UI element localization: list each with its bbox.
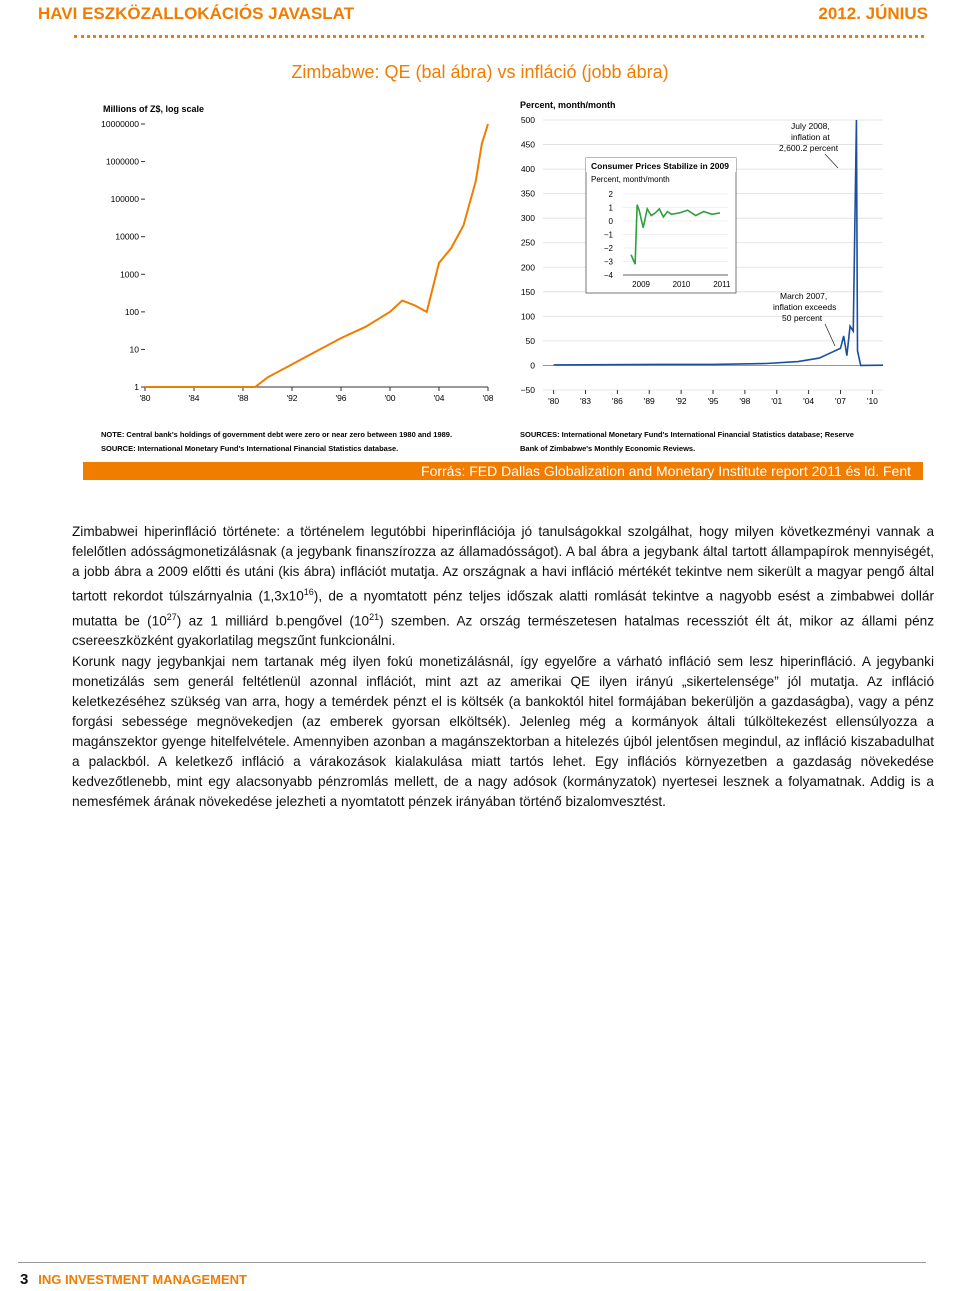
inset-y-tick-label: 0: [608, 217, 613, 226]
right-x-tick-label: '86: [611, 396, 623, 406]
left-x-tick-label: '00: [384, 393, 396, 403]
annotation-july-2008-line3: 2,600.2 percent: [779, 143, 839, 153]
paragraph-1-text-a: Zimbabwei hiperinfláció története: a történelem legutóbbi hiperinflációja jó tanulságokkal szolgálhat, hogy milyen következményi vannak a felelőtlen adósságmonetizálásnak (a jegybank finanszírozza az államadósságot). A bal ábra a jegybank által tartott állampapírok mennyiségét, a jobb ábra a 2009 előtti és utáni (kis ábra) inflációt mutatja. Az országnak a havi infláció mértékét tekintve nem sikerült a magyar pengő által tartott rekordot túlszárnyalnia (1,3x10: [72, 524, 934, 604]
paragraph-1-text-b: ), de a nyomtatott pénz teljes időszak alatti romlását tekintve a nagyobb esést a zimbabwei dollár mutatta be (10: [72, 588, 934, 629]
left-y-tick-label: 10000: [115, 231, 139, 242]
footer-rule: [18, 1262, 926, 1263]
right-y-tick-label: 350: [520, 188, 535, 199]
left-y-tick-label: 1000000: [105, 156, 139, 167]
inset-y-tick-label: −2: [603, 244, 613, 253]
exponent-21: 21: [369, 611, 380, 622]
left-x-tick-label: '08: [482, 393, 494, 403]
left-y-tick-label: 1: [134, 382, 139, 392]
header-dotted-rule: [74, 30, 924, 38]
inset-x-tick-label: 2010: [672, 280, 691, 289]
right-y-tick-label: 450: [520, 139, 535, 150]
right-x-tick-label: '98: [739, 396, 751, 406]
left-y-tick-label: 10: [129, 344, 139, 355]
inset-y-tick-label: −3: [603, 257, 613, 267]
page-footer: [20, 1271, 247, 1288]
inset-y-tick-label: −4: [603, 271, 613, 280]
right-y-tick-label: 250: [520, 237, 535, 248]
inset-x-tick-label: 2011: [713, 280, 731, 289]
figure-title: Zimbabwe: QE (bal ábra) vs infláció (jobb ábra): [291, 62, 669, 82]
right-x-tick-label: '92: [675, 396, 687, 406]
paragraph-1-text-c: ) az 1 milliárd b.pengővel (10: [176, 613, 370, 629]
page-number: 3: [20, 1271, 29, 1288]
document-header-date: 2012. JÚNIUS: [818, 4, 928, 23]
right-y-tick-label: 0: [530, 360, 535, 371]
right-y-tick-label: 200: [520, 262, 535, 273]
right-x-tick-label: '95: [707, 396, 719, 406]
left-y-tick-label: 100000: [110, 194, 139, 205]
left-chart-ylabel: Millions of Z$, log scale: [103, 104, 205, 114]
right-x-tick-label: '10: [866, 396, 878, 406]
document-header-title: HAVI ESZKÖZALLOKÁCIÓS JAVASLAT: [38, 4, 355, 23]
inset-x-tick-label: 2009: [632, 280, 650, 289]
exponent-27: 27: [166, 611, 177, 622]
right-chart-ylabel: Percent, month/month: [520, 100, 616, 110]
footer-brand: ING INVESTMENT MANAGEMENT: [38, 1272, 247, 1287]
inset-y-tick-label: −1: [603, 230, 613, 240]
annotation-march-2007-line1: March 2007,: [780, 291, 828, 301]
right-y-tick-label: 50: [525, 335, 535, 346]
left-y-tick-label: 1000: [120, 269, 139, 280]
annotation-top-leader: [825, 154, 838, 168]
figure-panel: [83, 94, 923, 480]
right-x-tick-label: '07: [834, 396, 847, 406]
annotation-bottom-leader: [825, 324, 835, 346]
left-x-tick-label: '88: [237, 393, 249, 403]
right-x-tick-label: '04: [803, 396, 815, 406]
figure-svg: [83, 94, 923, 462]
right-y-tick-label: 300: [520, 213, 535, 224]
inset-ylabel: Percent, month/month: [591, 175, 670, 184]
inset-y-tick-label: 1: [608, 203, 613, 213]
inset-y-tick-label: 2: [608, 190, 613, 199]
left-x-tick-label: '80: [139, 393, 151, 403]
left-y-tick-label: 10000000: [101, 119, 139, 129]
left-x-tick-label: '04: [433, 393, 445, 403]
annotation-july-2008-line2: inflation at: [791, 132, 830, 142]
left-y-tick-label: 100: [124, 306, 139, 317]
right-y-tick-label: 100: [520, 311, 535, 322]
paragraph-2: Korunk nagy jegybankjai nem tartanak még ilyen fokú monetizálásnál, így egyelőre a várható infláció sem lesz hiperinfláció. A jegybanki monetizálás sem generál feltétlenül azonnal inflációt, mint azt az amerikai QE ilyen irányú „sikertelensége” jól mutatja. Az infláció keletkezéséhez szükség van arra, hogy a temérdek pénzt el is költsék (a bankoktól hitel formájában bekerüljön a gazdaságba), vagy a pénz forgási sebessége megnövekedjen (az emberek gyorsan elköltsék). Jelenleg még a kormányok általi túlköltekezést ellensúlyozza a magánszektor gyenge hitelfelvétele. Amennyiben azonban a magánszektorban a hitelezés újból jelentősen megindul, az infláció kiszabadulhat a palackból. A keletkező infláció a várakozások kialakulása miatt tartós lehet. Egy inflációs környezetben a gazdaság növekedése kedvezőtlenebb, mint egy alacsonyabb pénzromlás mellett, de a nagy adósok (kormányzatok) nyertesei lesznek a folyamatnak. Addig is a nemesfémek árának növekedése jelezheti a nyomtatott pénzek irányában történő bizalomvesztést.: [72, 654, 934, 809]
figure-source-bar: Forrás: FED Dallas Globalization and Monetary Institute report 2011 és ld. Fent: [83, 462, 923, 480]
paragraph-1-text-d: ) szemben. Az ország természetesen hatalmas recessziót élt át, mikor az állami pénz csereeszközként gyakorlatilag megszűnt funkcionálni.: [72, 613, 934, 649]
left-x-tick-label: '92: [286, 393, 298, 403]
right-x-tick-label: '83: [579, 396, 592, 406]
exponent-16: 16: [303, 587, 314, 597]
left-x-tick-label: '84: [188, 393, 200, 403]
left-chart-source-text: SOURCE: International Monetary Fund's International Financial Statistics database.: [101, 444, 399, 453]
inset-title: Consumer Prices Stabilize in 2009: [591, 161, 729, 171]
annotation-march-2007-line2: inflation exceeds: [773, 302, 837, 312]
annotation-july-2008-line1: July 2008,: [791, 121, 830, 131]
right-x-tick-label: '80: [548, 396, 560, 406]
paragraph-1: [72, 522, 934, 651]
left-chart-note: NOTE: Central bank's holdings of government debt were zero or near zero between 1980 and 1989.: [101, 430, 453, 439]
left-x-tick-label: '96: [335, 393, 347, 403]
right-y-tick-label: 500: [520, 115, 535, 125]
right-chart-sources-2: Bank of Zimbabwe's Monthly Economic Reviews.: [520, 444, 696, 453]
right-y-tick-label: 400: [520, 164, 535, 175]
right-chart-sources: SOURCES: International Monetary Fund's International Financial Statistics database; Reserve: [520, 430, 854, 439]
right-y-tick-label: −50: [520, 385, 535, 395]
right-x-tick-label: '01: [771, 396, 783, 406]
right-y-tick-label: 150: [520, 286, 535, 297]
annotation-march-2007-line3: 50 percent: [782, 313, 823, 323]
left-chart-series-line: [145, 124, 488, 387]
right-x-tick-label: '89: [643, 396, 655, 406]
